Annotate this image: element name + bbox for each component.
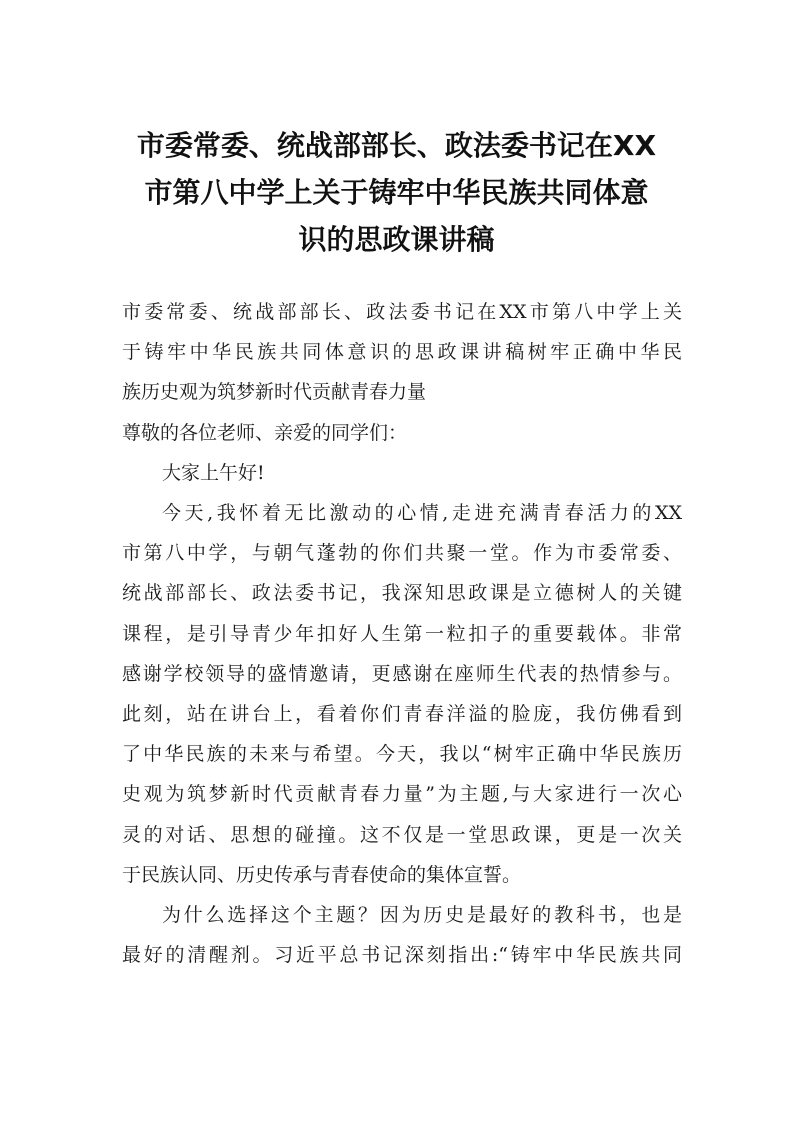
- paragraph-2-line: 为什么选择这个主题？因为历史是最好的教科书，也是: [162, 904, 682, 927]
- paragraph-2: [122, 895, 682, 975]
- paragraph-1-line: 灵的对话、思想的碰撞。这不仅是一堂思政课，更是一次关: [122, 823, 682, 846]
- paragraph-1: [122, 493, 682, 895]
- title-line-3: 识的思政课讲稿: [298, 223, 495, 256]
- subtitle-paragraph: [122, 292, 682, 413]
- paragraph-1-line: 课程，是引导青少年扣好人生第一粒扣子的重要载体。非常: [122, 622, 682, 645]
- paragraph-2-line: 最好的清醒剂。习近平总书记深刻指出:“铸牢中华民族共同: [122, 944, 682, 967]
- subtitle-line-3: 族历史观为筑梦新时代贡献青春力量: [122, 381, 427, 404]
- paragraph-1-line: 今天,我怀着无比激动的心情,走进充满青春活力的XX: [162, 502, 682, 525]
- greeting: 大家上午好!: [162, 461, 265, 484]
- paragraph-1-line: 于民族认同、历史传承与青春使命的集体宣誓。: [122, 863, 522, 886]
- document-title: [100, 122, 693, 263]
- subtitle-line-1: 市委常委、统战部部长、政法委书记在XX市第八中学上关: [122, 301, 682, 323]
- paragraph-1-line: 了中华民族的未来与希望。今天，我以“树牢正确中华民族历: [122, 743, 682, 766]
- paragraph-1-line: 此刻，站在讲台上，看着你们青春洋溢的脸庞，我仿佛看到: [122, 703, 682, 726]
- title-line-1: 市委常委、统战部部长、政法委书记在XX: [136, 129, 657, 162]
- paragraph-1-line: 统战部部长、政法委书记，我深知思政课是立德树人的关键: [122, 582, 682, 605]
- subtitle-line-2: 于铸牢中华民族共同体意识的思政课讲稿树牢正确中华民: [122, 341, 682, 364]
- title-line-2: 市第八中学上关于铸牢中华民族共同体意: [144, 176, 649, 209]
- paragraph-1-line: 史观为筑梦新时代贡献青春力量”为主题,与大家进行一次心: [122, 783, 682, 806]
- paragraph-1-line: 市第八中学，与朝气蓬勃的你们共聚一堂。作为市委常委、: [122, 542, 682, 565]
- salutation: 尊敬的各位老师、亲爱的同学们：: [122, 421, 408, 444]
- document-body: [122, 292, 682, 975]
- paragraph-1-line: 感谢学校领导的盛情邀请，更感谢在座师生代表的热情参与。: [122, 662, 682, 685]
